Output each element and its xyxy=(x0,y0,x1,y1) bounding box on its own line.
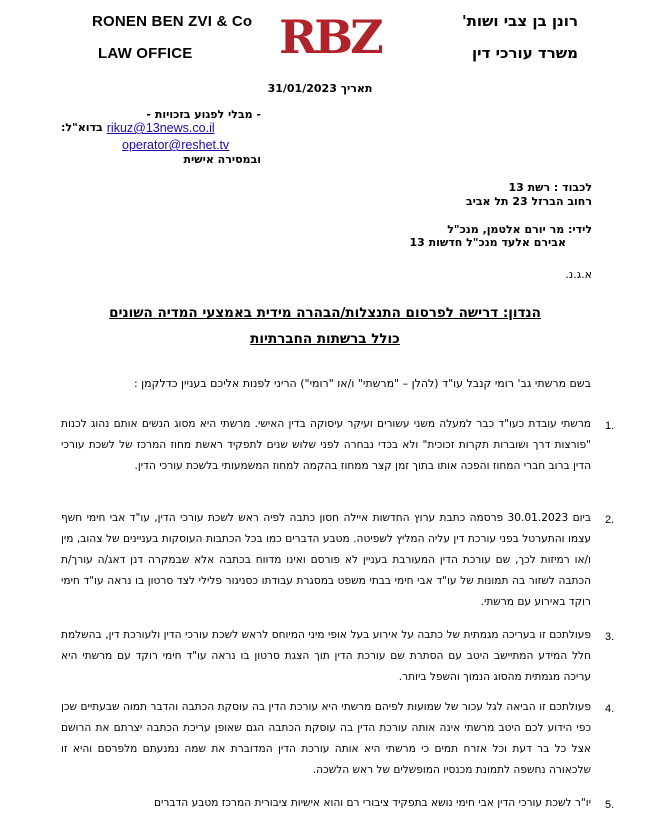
firm-logo: RBZ xyxy=(279,10,381,64)
email-link-1[interactable]: rikuz@13news.co.il xyxy=(106,121,215,135)
paragraph-number-1: 1. xyxy=(605,420,615,432)
subject-line-1: הנדון: דרישה לפרסום התנצלות/הבהרה מידית באמצעי המדיה השונים xyxy=(109,305,541,321)
letter-date: תאריך 31/01/2023 xyxy=(267,82,373,95)
paragraph-2: ביום 30.01.2023 פרסמה כתבת ערוץ החדשות איילה חסון כתבה לפיה ראש לשכת עורכי הדין, עו"ד אבי חימי חשף עצמו והתערטל בפני עורכת דין עליה המליץ לשפיטה. מטבע הדברים כמו בכל הכתבות העוסקות בעניינים של צהוב, מין ו/או רמיזות לכך, שם עורכת הדין המעורבת בעניין לא פורסם ואינו מדווח בכתבה אלא שבמקרה דנן דאג/ה עורך/ת הכתבה לשזור בה תמונות של עו"ד אבי חימי בבתי משפט במסגרת עבודתו כסניגור פלילי לצד סרטון בו נראה עו"ד חימי רוקד באירוע עם מרשתי. xyxy=(61,512,591,608)
firm-name-he: רונן בן צבי ושות' xyxy=(462,12,578,30)
without-prejudice: - מבלי לפגוע בזכויות - xyxy=(146,108,261,121)
email-row xyxy=(61,121,261,135)
paragraph-5: יו"ר לשכת עורכי הדין אבי חימי נושא בתפקיד ציבורי רם והוא אישיות ציבורית המרכז מטבע הדברים xyxy=(154,797,591,809)
recipient-address: רחוב הברזל 23 תל אביב xyxy=(465,195,592,208)
greeting: א.ג.נ. xyxy=(565,268,592,281)
paragraph-number-3: 3. xyxy=(605,631,615,643)
intro-paragraph: בשם מרשתי גב' רומי קנבל עו"ד (להלן – "מרשתי" ו/או "רומי") הריני לפנות אליכם בעניין כדלקמן : xyxy=(133,377,591,390)
paragraph-number-2: 2. xyxy=(605,514,615,526)
email-label: בדוא"ל: xyxy=(61,121,103,134)
office-name-he: משרד עורכי דין xyxy=(472,44,578,62)
subject-line-2: כולל ברשתות החברתיות xyxy=(250,331,400,347)
email-link-2[interactable]: operator@reshet.tv xyxy=(122,138,230,152)
paragraph-3: פעולתכם זו בעריכה מגמתית של כתבה על אירוע בעל אופי מיני המיוחס לראש לשכת עורכי הדין ולעורכת דין, בהשלמת חלל המידע המתיישב היטב עם הסתרת שם עורכת הדין תוך הצגת סרטון בו נראה עו"ד חימי רוקד עם מרשתי היא עריכה מגמתית מהסוג הנמוך והשפל ביותר. xyxy=(61,629,591,683)
paragraph-number-5: 5. xyxy=(605,799,615,811)
office-name-en: LAW OFFICE xyxy=(98,45,193,62)
paragraph-4: פעולתכם זו הביאה לגל עכור של שמועות לפיהם מרשתי היא עורכת הדין בה עוסקת הכתבה והדבר תמוה שבעתיים שכן כפי הידוע לכם היטב מרשתי אינה אותה עורכת הדין בה עוסקת הכתבה הגם שאופן עריכת הכתבה יצרתם את הרושם אצל כל בר דעת וכל אזרח תמים כי מרשתי היא אותה עורכת הדין המדוברת את שמה נמנעתם מלפרסם והיא זו שלכאורה נחשפה לתמונת מכנסיו המופשלים של ראש הלשכה. xyxy=(61,701,591,776)
paragraph-number-4: 4. xyxy=(605,703,615,715)
firm-name-en: RONEN BEN ZVI & Co xyxy=(92,13,253,30)
recipient-attn-2: אבירם אלעד מנכ"ל חדשות 13 xyxy=(409,236,566,249)
paragraph-1: מרשתי עובדת כעו"ד כבר למעלה משני עשורים ועיקר עיסוקה בדין האישי. מרשתי היא מסוג הנשים אותם נהוג לכנות "פורצות דרך ושוברות תקרות זכוכית" ולא בכדי נבחרה לפני שלוש שנים לתפקיד ראשת מחוז המרכז של לשכת עורכי הדין ברוב חברי המחוז והפכה אותו בתוך זמן קצר ממחוז בהקמה למחוז המשמעותי בלשכת עורכי הדין. xyxy=(61,418,591,472)
by-hand-delivery: ובמסירה אישית xyxy=(183,153,261,166)
recipient-to: לכבוד : רשת 13 xyxy=(508,181,592,194)
recipient-attn: לידי: מר יורם אלטמן, מנכ"ל xyxy=(447,223,592,236)
